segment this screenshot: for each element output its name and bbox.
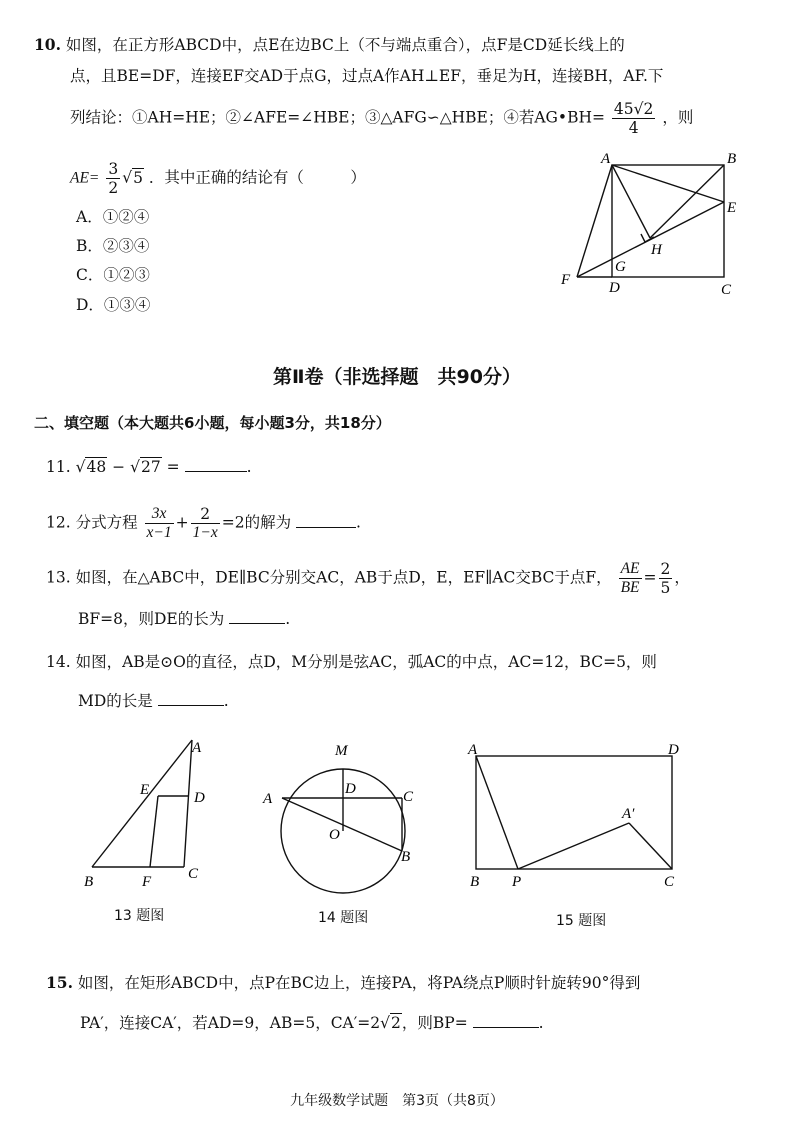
q10-text-4a: AE= [70,169,100,187]
line-pa-prime [518,823,629,869]
q12-frac1-num: 3x [145,505,174,524]
q10-text-3a: 列结论：①AH=HE；②∠AFE=∠HBE；③△AFG∽△HBE；④若AG•BH= [70,108,605,127]
fig10-label-f: F [561,272,571,288]
q15-line2: PA′，连接CA′，若AD=9，AB=5，CA′=2√2，则BP= . [80,1014,544,1032]
fig15-label-a-prime: A′ [622,806,635,822]
q13-line2: BF=8，则DE的长为 . [78,610,291,628]
q10-number: 10. [34,35,61,54]
fig14-label-b: B [401,849,411,865]
q10-ae-fraction [106,160,120,197]
q13-line1 [46,560,690,597]
line-ac [184,740,192,867]
fig15-label-p: P [512,874,522,890]
fig15-label-d: D [668,742,679,758]
q13-value-fraction [659,560,673,597]
q10-line4: AE= $\frac{3}{2}$ √5 ．其中正确的结论有（ ） [70,160,366,197]
section-title: 第Ⅱ卷（非选择题 共90分） [273,366,521,388]
q10-text-1: 如图，在正方形ABCD中，点E在边BC上（不与端点重合），点F是CD延长线上的 [65,36,625,54]
q10-fraction [612,100,655,137]
q11-radicand-2: 27 [140,458,161,476]
fig14-caption: 14 题图 [318,910,369,926]
fig13-caption: 13 题图 [114,908,165,924]
q12-plus: + [175,513,189,532]
q10-line2: 点，且BE=DF，连接EF交AD于点G，过点A作AH⊥EF，垂足为H，连接BH，AF.下 [70,67,664,85]
q13-ratio-num: AE [620,560,640,577]
figure-15 [462,738,692,898]
q15-text-1: 如图，在矩形ABCD中，点P在BC边上，连接PA，将PA绕点P顺时针旋转90°得到 [77,974,641,992]
q13-value-num: 2 [660,560,671,578]
page-footer: 九年级数学试题 第3页（共8页） [290,1093,504,1109]
q12-frac2-den: 1−x [192,524,218,541]
q14-text-2: MD的长是 [78,692,153,710]
q10-option-a[interactable]: A．①②④ [76,208,150,226]
q11-answer-blank[interactable] [185,457,247,472]
fig14-label-o: O [329,827,340,843]
q12-frac1-den: x−1 [146,524,172,541]
line-bh [650,165,724,238]
q13-ratio-fraction [619,560,642,597]
q10-ae-radicand: 5 [133,168,143,187]
q15-radicand: 2 [391,1014,401,1032]
fig13-label-a: A [192,740,202,756]
q12-frac-2 [191,505,220,542]
q10-frac-num: 45√2 [613,100,654,118]
q10-ae-den: 2 [108,179,119,197]
q10-text-4b: ．其中正确的结论有（ ） [148,168,366,187]
q14-line1 [46,651,657,673]
line-pa [476,756,518,869]
fig10-label-d: D [609,280,620,296]
fig14-label-m: M [335,743,348,759]
q12-pre: 分式方程 [75,513,138,532]
q11-minus: − [112,458,126,476]
q14-answer-blank[interactable] [158,691,224,706]
q13-equals: = [643,568,657,587]
q12-frac-1 [145,505,174,542]
q13-value-den: 5 [660,579,671,597]
figure-13 [80,730,220,895]
figure-14 [255,735,430,905]
q10-option-b[interactable]: B．②③④ [76,237,150,255]
q12-frac2-num: 2 [191,505,220,524]
q10-frac-den: 4 [628,119,639,137]
q10-option-c[interactable]: C．①②③ [76,266,150,284]
diameter-ab [282,798,402,851]
q15-line1 [46,972,640,994]
q13-comma: ， [674,568,690,587]
q13-ratio-den: BE [620,579,640,596]
q11-line: 11. √48 − √27 = . [46,458,252,476]
line-ca-prime [629,823,672,869]
fig14-label-a: A [263,791,273,807]
q10-ae-num: 3 [108,160,119,178]
q15-text-2a: PA′，连接CA′，若AD=9，AB=5，CA′=2 [80,1014,381,1032]
fig10-label-b: B [727,151,737,167]
fig15-label-c: C [664,874,675,890]
q10-line3 [70,100,693,137]
q12-answer-blank[interactable] [296,513,356,528]
fig13-label-e: E [140,782,150,798]
q13-number: 13. [46,568,71,587]
q15-answer-blank[interactable] [473,1013,539,1028]
fig14-label-c: C [403,789,414,805]
q13-text-2: BF=8，则DE的长为 [78,610,225,628]
fig15-label-b: B [470,874,480,890]
fig10-label-a: A [601,151,611,167]
fig10-label-c: C [721,282,732,298]
fig13-label-f: F [142,874,152,890]
q15-number: 15. [46,973,73,992]
q10-figure [555,150,755,300]
q11-equals: = [166,458,180,476]
q11-radicand-1: 48 [86,458,107,476]
q13-text-1: 如图，在△ABC中，DE∥BC分别交AC，AB于点D，E，EF∥AC交BC于点F， [75,568,612,587]
q14-number: 14. [46,653,71,671]
line-af [577,165,612,277]
rectangle-abcd [476,756,672,869]
fig10-label-h: H [651,242,662,258]
q10-text-3b: ，则 [662,108,694,127]
q13-answer-blank[interactable] [229,609,285,624]
q11-number: 11. [46,458,71,476]
fig15-label-a: A [468,742,478,758]
fig14-label-d: D [345,781,356,797]
q10-option-d[interactable]: D．①③④ [76,296,151,314]
section-2-heading: 二、填空题（本大题共6小题，每小题3分，共18分） [34,414,391,432]
q12-post: =2的解为 [221,513,292,532]
fig10-label-e: E [727,200,737,216]
q15-text-2b: ，则BP= [401,1014,468,1032]
fig13-label-d: D [194,790,205,806]
fig10-label-g: G [615,259,626,275]
q10-line1 [34,34,625,56]
q14-line2: MD的长是 . [78,692,229,710]
line-ef [150,796,158,867]
line-ab [92,740,192,867]
fig13-label-b: B [84,874,94,890]
q12-line: 12. 分式方程 $\frac{3x}{x-1}$ + $\frac{2}{1-x}$ =2的解为 . [46,505,361,541]
q12-number: 12. [46,513,71,532]
fig15-caption: 15 题图 [556,913,607,929]
fig13-label-c: C [188,866,199,882]
q14-text-1: 如图，AB是⊙O的直径，点D，M分别是弦AC，弧AC的中点，AC=12，BC=5，则 [75,653,657,671]
